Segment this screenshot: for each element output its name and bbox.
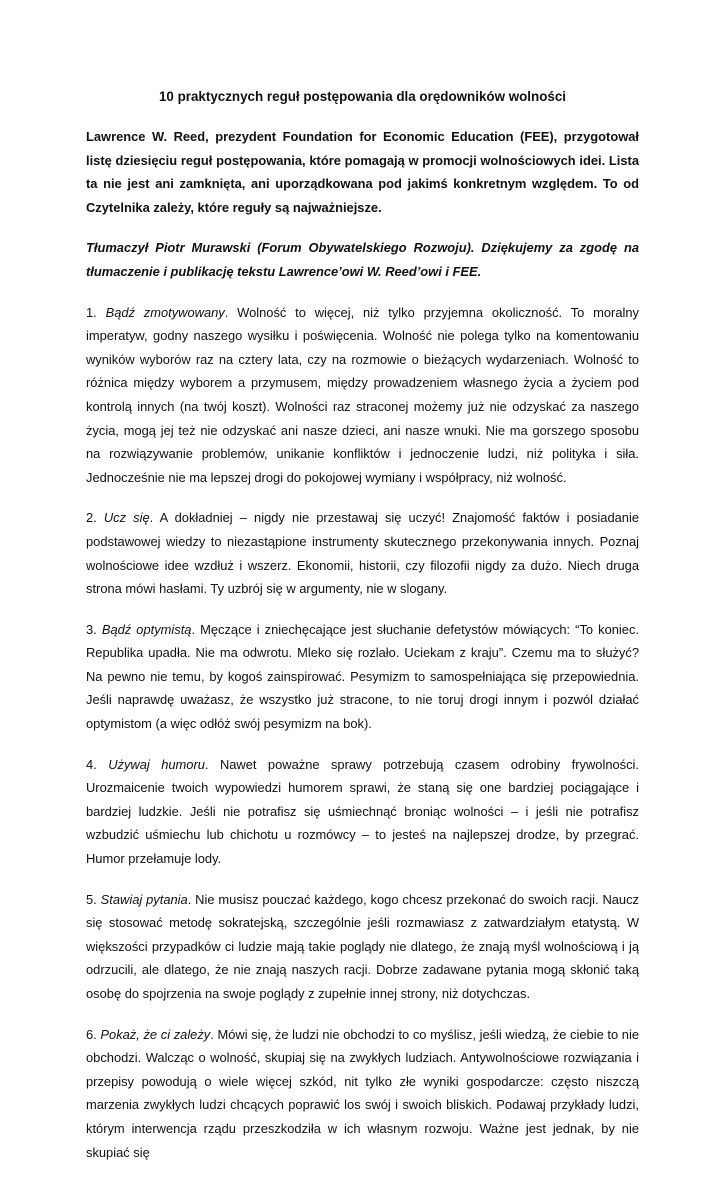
rule-body: . Nawet poważne sprawy potrzebują czasem odrobiny frywolności. Urozmaicenie twoich wypowiedzi humorem sprawi, że staną się one bardziej pociągające i bardziej ludzkie. Jeśli nie potrafisz się uśmiechnąć broniąc wolności – i jeśli nie potrafisz wzbudzić uśmiechu lub chichotu u rozmówcy – to jesteś na najlepszej drodze, by przegrać. Humor przełamuje lody. [86, 756, 639, 867]
rule-title: Pokaż, że ci zależy [100, 1026, 211, 1042]
rule-2 [86, 506, 639, 600]
rule-1 [86, 301, 639, 490]
rule-5 [86, 888, 639, 1006]
rule-4 [86, 753, 639, 871]
rule-title: Bądź zmotywowany [105, 304, 225, 320]
rule-number: 1. [86, 304, 97, 320]
rule-title: Używaj humoru [108, 756, 205, 772]
intro-paragraph: Lawrence W. Reed, prezydent Foundation for Economic Education (FEE), przygotował listę dziesięciu reguł postępowania, które pomagają w promocji wolnościowych idei. Lista ta nie jest ani zamknięta, ani uporządkowana pod jakimś konkretnym względem. To od Czytelnika zależy, które reguły są najważniejsze. [86, 129, 639, 215]
rule-3 [86, 618, 639, 736]
rule-number: 4. [86, 756, 97, 772]
rule-number: 5. [86, 891, 97, 907]
rule-number: 6. [86, 1026, 97, 1042]
rule-6 [86, 1023, 639, 1165]
rule-body: . Nie musisz pouczać każdego, kogo chcesz przekonać do swoich racji. Naucz się stosować metodę sokratejską, szczególnie jeśli rozmawiasz z zatwardziałym etatystą. W większości przypadków ci ludzie mają takie poglądy nie dlatego, że znają myśl wolnościową i ją odrzucili, ale dlatego, że nie znają naszych racji. Dobrze zadawane pytania mogą skłonić taką osobę do spojrzenia na swoje poglądy z zupełnie innej strony, niż dotychczas. [86, 891, 639, 1001]
document-page [86, 86, 639, 1181]
rule-number: 2. [86, 510, 97, 526]
translator-credit: Tłumaczył Piotr Murawski (Forum Obywatelskiego Rozwoju). Dziękujemy za zgodę na tłumaczenie i publikację tekstu Lawrence’owi W. Reed’owi i FEE. [86, 240, 639, 279]
rule-number: 3. [86, 621, 97, 637]
rule-body: . Wolność to więcej, niż tylko przyjemna okoliczność. To moralny imperatyw, godny naszego wysiłku i poświęcenia. Wolność nie polega tylko na komentowaniu wyników wyborów raz na cztery lata, czy na rozmowie o bieżących wydarzeniach. Wolność to różnica między wyborem a przymusem, między prowadzeniem własnego życia a życiem pod kontrolą innych (na twój koszt). Wolności raz straconej możemy już nie odzyskać za naszego życia, mogą jej też nie odzyskać ani nasze dzieci, ani nasze wnuki. Nie ma gorszego sposobu na rozwiązywanie problemów, unikanie konfliktów i jednoczenie ludzi, niż polityka i siła. Jednocześnie nie ma lepszej drogi do pokojowej wymiany i współpracy, niż wolność. [86, 304, 639, 485]
rule-body: . A dokładniej – nigdy nie przestawaj się uczyć! Znajomość faktów i posiadanie podstawowej wiedzy to niezastąpione instrumenty skutecznego przekonywania innych. Poznaj wolnościowe idee wzdłuż i wszerz. Ekonomii, historii, czy filozofii nigdy za dużo. Niech druga strona mówi hasłami. Ty uzbrój się w argumenty, nie w slogany. [86, 510, 639, 597]
rule-body: . Męczące i zniechęcające jest słuchanie defetystów mówiących: “To koniec. Republika upadła. Nie ma odwrotu. Mleko się rozlało. Uciekam z kraju”. Czemu ma to służyć? Na pewno nie temu, by kogoś zainspirować. Pesymizm to samospełniająca się przepowiednia. Jeśli naprawdę uważasz, że wszystko już stracone, to nie toruj drogi innym i pozwól działać optymistom (a więc odłóż swój pesymizm na bok). [86, 621, 639, 732]
document-title: 10 praktycznych reguł postępowania dla orędowników wolności [158, 89, 566, 104]
rule-title: Bądź optymistą [101, 621, 192, 637]
rule-title: Ucz się [103, 510, 150, 526]
rule-title: Stawiaj pytania [100, 891, 188, 907]
rule-body: . Mówi się, że ludzi nie obchodzi to co myślisz, jeśli wiedzą, że ciebie to nie obchodzi. Walcząc o wolność, skupiaj się na zwykłych ludziach. Antywolnościowe rozwiązania i przepisy powodują o wiele więcej szkód, nit tylko złe wyniki gospodarcze: często niszczą marzenia zwykłych ludzi chcących poprawić los swój i swoich bliskich. Podawaj przykłady ludzi, którym interwencja rządu przeszkodziła w ich własnym rozwoju. Ważne jest jednak, by nie skupiać się [86, 1026, 639, 1160]
